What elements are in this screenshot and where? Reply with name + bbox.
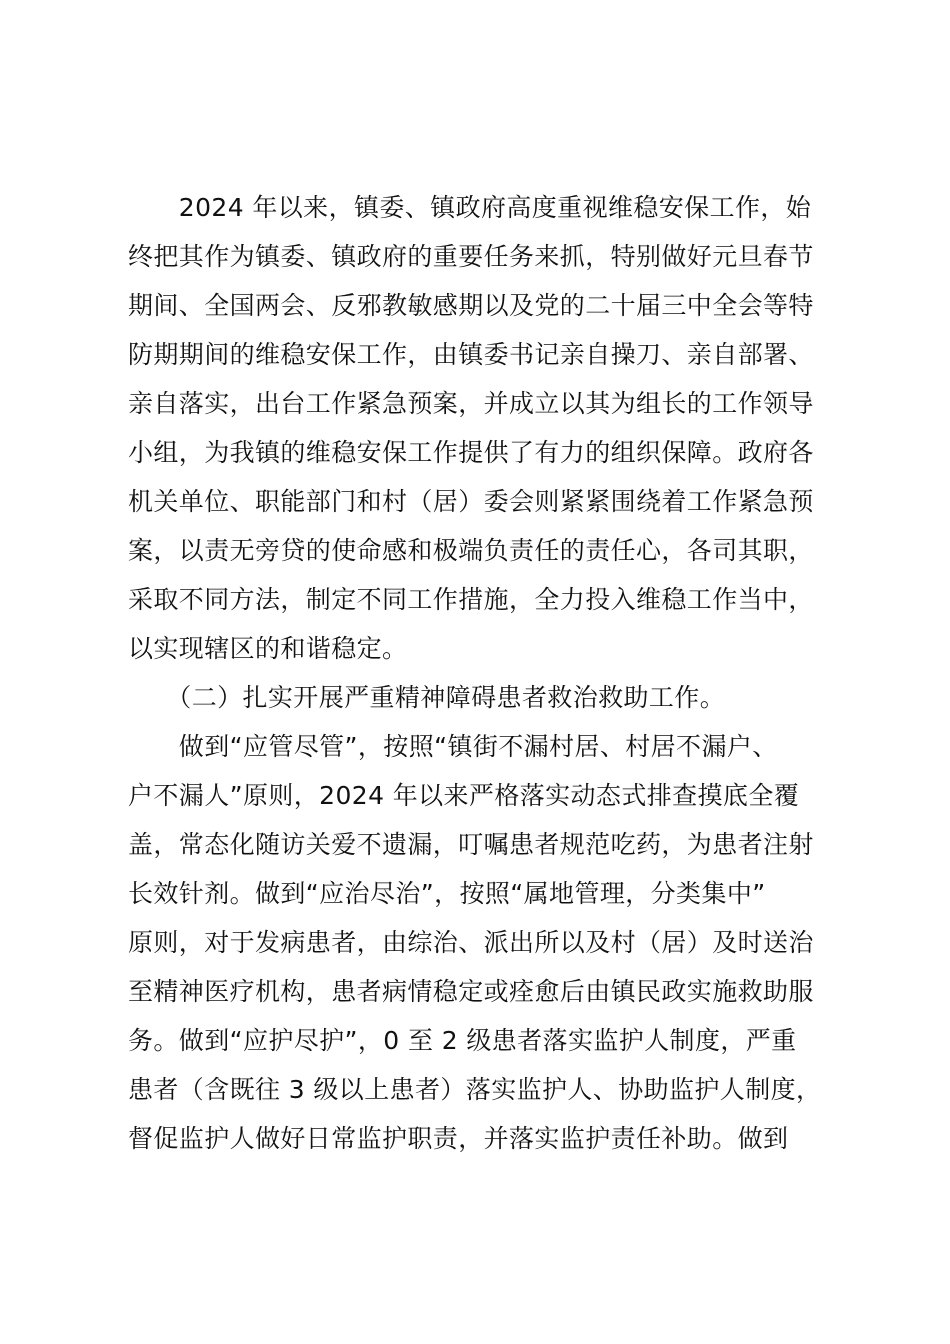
text-line: 长效针剂。做到“应治尽治”，按照“属地管理，分类集中”	[128, 879, 766, 908]
text-line: 原则，对于发病患者，由综治、派出所以及村（居）及时送治	[128, 928, 814, 957]
text-line: 机关单位、职能部门和村（居）委会则紧紧围绕着工作紧急预	[128, 487, 814, 516]
text-line: 以实现辖区的和谐稳定。	[128, 634, 408, 663]
text-line: 督促监护人做好日常监护职责，并落实监护责任补助。做到	[128, 1124, 789, 1153]
section-heading: （二）扎实开展严重精神障碍患者救治救助工作。	[128, 683, 726, 712]
text-line: 期间、全国两会、反邪教敏感期以及党的二十届三中全会等特	[128, 291, 814, 320]
text-line: 做到“应管尽管”，按照“镇街不漏村居、村居不漏户、	[128, 732, 778, 761]
text-line: 至精神医疗机构，患者病情稳定或痊愈后由镇民政实施救助服	[128, 977, 814, 1006]
text-line: 小组，为我镇的维稳安保工作提供了有力的组织保障。政府各	[128, 438, 814, 467]
text-line: 患者（含既往 3 级以上患者）落实监护人、协助监护人制度，	[128, 1075, 822, 1104]
text-line: 2024 年以来，镇委、镇政府高度重视维稳安保工作，始	[128, 193, 812, 222]
text-line: 盖，常态化随访关爱不遗漏，叮嘱患者规范吃药，为患者注射	[128, 830, 814, 859]
document-body	[128, 183, 832, 1163]
text-line: 亲自落实，出台工作紧急预案，并成立以其为组长的工作领导	[128, 389, 814, 418]
text-line: 案，以责无旁贷的使命感和极端负责任的责任心，各司其职，	[128, 536, 814, 565]
text-line: 采取不同方法，制定不同工作措施，全力投入维稳工作当中，	[128, 585, 814, 614]
text-line: 终把其作为镇委、镇政府的重要任务来抓，特别做好元旦春节	[128, 242, 814, 271]
text-line: 户不漏人”原则，2024 年以来严格落实动态式排查摸底全覆	[128, 781, 800, 810]
text-line: 务。做到“应护尽护”，0 至 2 级患者落实监护人制度，严重	[128, 1026, 797, 1055]
text-line: 防期期间的维稳安保工作，由镇委书记亲自操刀、亲自部署、	[128, 340, 814, 369]
